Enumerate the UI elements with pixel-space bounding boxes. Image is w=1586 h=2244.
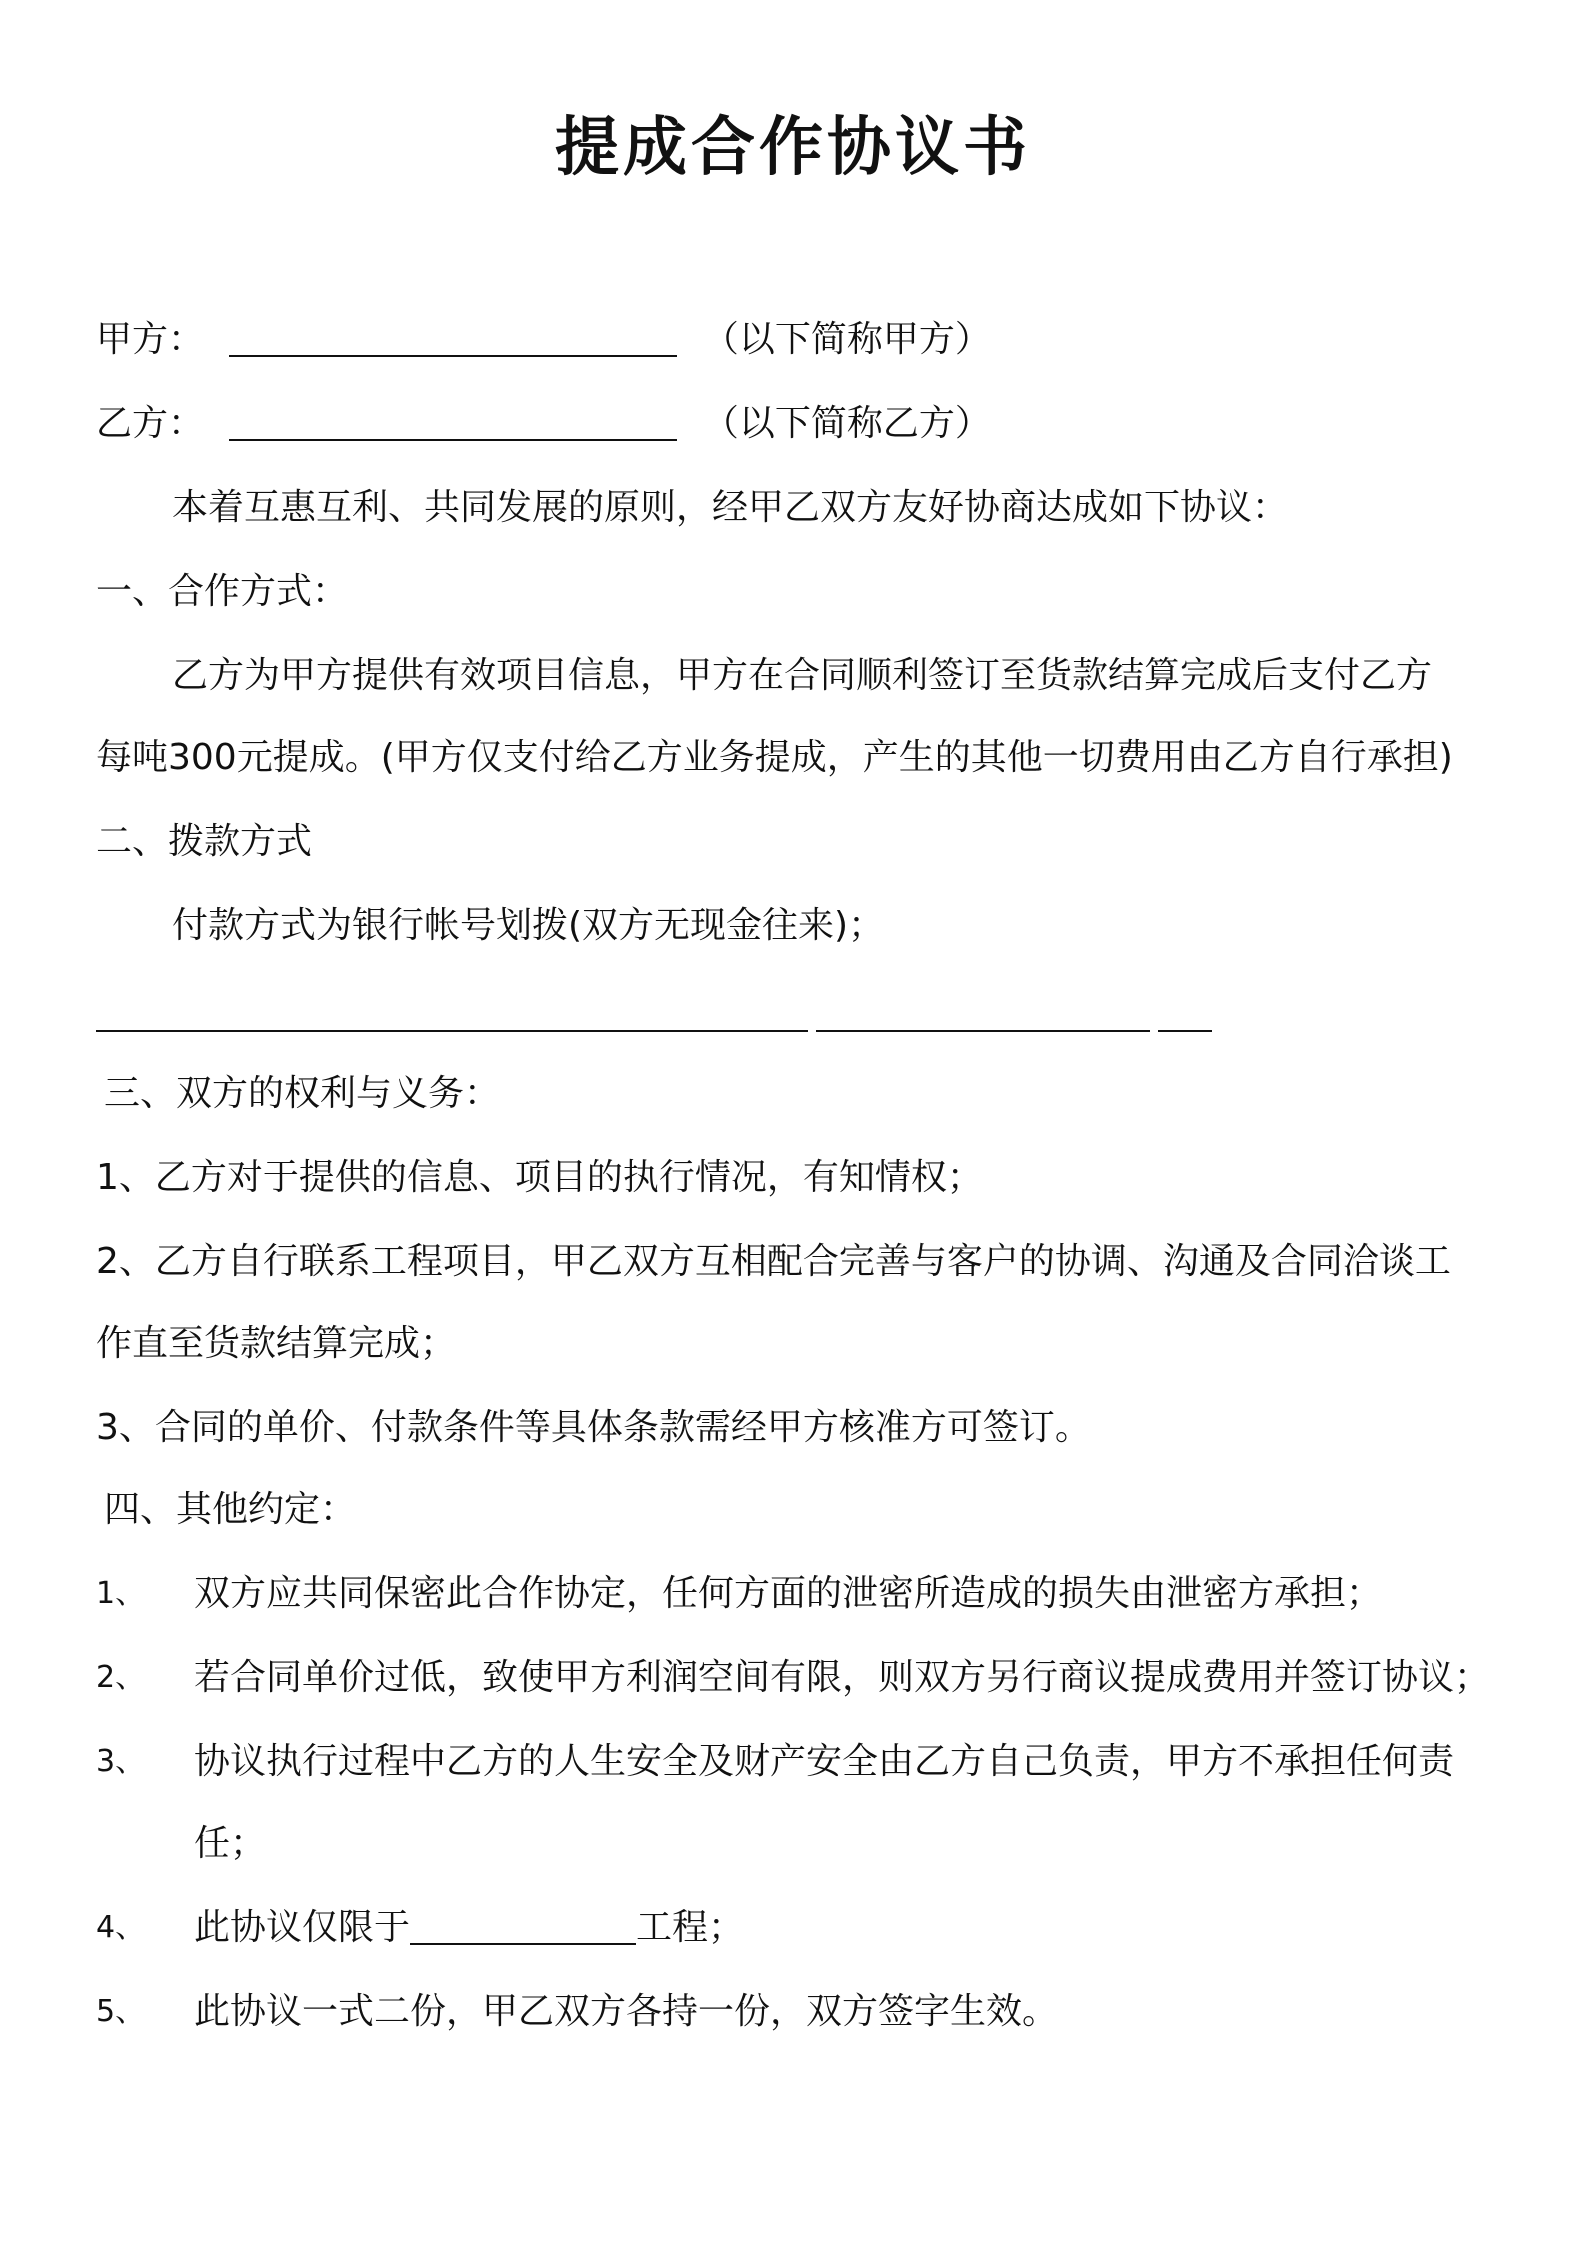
section4-item3-text: 协议执行过程中乙方的人生安全及财产安全由乙方自己负责，甲方不承担任何责 — [194, 1741, 1455, 1782]
section4-item4-line — [194, 1904, 744, 1952]
divider-rule-2 — [816, 1030, 1150, 1032]
section4-item4-text: 此协议仅限于 — [194, 1907, 411, 1948]
party-a-line — [96, 316, 991, 364]
party-a-label: 甲方： — [96, 319, 205, 360]
party-a-blank — [229, 319, 677, 357]
divider-rule-3 — [1158, 1030, 1212, 1032]
section1-heading: 一、合作方式： — [96, 571, 349, 612]
section4-item4-number: 4、 — [96, 1910, 146, 1945]
party-a-note: （以下简称甲方） — [702, 319, 991, 360]
party-b-line — [96, 400, 991, 448]
intro-text: 本着互惠互利、共同发展的原则，经甲乙双方友好协商达成如下协议： — [172, 487, 1289, 528]
section3-heading: 三、双方的权利与义务： — [104, 1073, 501, 1114]
project-name-blank — [410, 1907, 636, 1945]
party-b-note: （以下简称乙方） — [702, 403, 991, 444]
section3-item3: 3、合同的单价、付款条件等具体条款需经甲方核准方可签订。 — [96, 1407, 1091, 1448]
document-title: 提成合作协议书 — [555, 111, 1031, 185]
section4-item2-text: 若合同单价过低，致使甲方利润空间有限，则双方另行商议提成费用并签订协议； — [194, 1657, 1491, 1698]
section4-item1-text: 双方应共同保密此合作协定，任何方面的泄密所造成的损失由泄密方承担； — [194, 1573, 1383, 1614]
section4-item1-number: 1、 — [96, 1576, 146, 1611]
section1-body-line2: 每吨300元提成。(甲方仅支付给乙方业务提成，产生的其他一切费用由乙方自行承担) — [96, 737, 1453, 778]
section1-body-line1: 乙方为甲方提供有效项目信息，甲方在合同顺利签订至货款结算完成后支付乙方 — [172, 655, 1433, 696]
section2-body: 付款方式为银行帐号划拨(双方无现金往来)； — [172, 905, 885, 946]
section4-item4-text-after: 工程； — [636, 1907, 745, 1948]
section3-item2-line1: 2、乙方自行联系工程项目，甲乙双方互相配合完善与客户的协调、沟通及合同洽谈工 — [96, 1241, 1451, 1282]
party-b-label: 乙方： — [96, 403, 205, 444]
divider-rule-1 — [96, 1030, 808, 1032]
section4-item3-number: 3、 — [96, 1744, 146, 1779]
section2-heading: 二、拨款方式 — [96, 821, 313, 862]
section4-item3-text-line2: 任； — [194, 1823, 267, 1864]
section4-item2-number: 2、 — [96, 1660, 146, 1695]
section4-item5-number: 5、 — [96, 1994, 146, 2029]
section3-item2-line2: 作直至货款结算完成； — [96, 1323, 457, 1364]
section4-heading: 四、其他约定： — [104, 1489, 357, 1530]
section3-item1: 1、乙方对于提供的信息、项目的执行情况，有知情权； — [96, 1157, 983, 1198]
party-b-blank — [229, 403, 677, 441]
section4-item5-text: 此协议一式二份，甲乙双方各持一份，双方签字生效。 — [194, 1991, 1059, 2032]
